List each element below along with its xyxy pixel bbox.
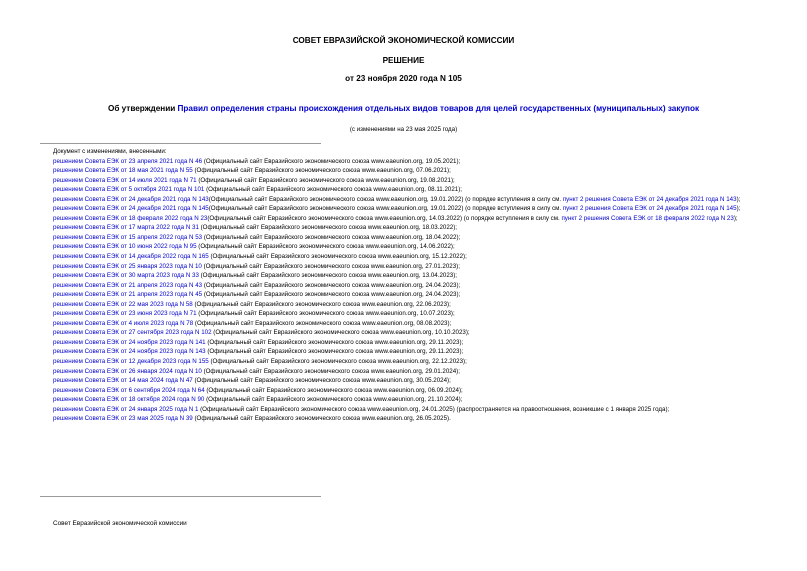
- change-entry-link[interactable]: решением Совета ЕЭК от 23 июня 2023 года N 71: [53, 310, 197, 318]
- change-entry: [40, 223, 770, 233]
- change-entry: [40, 347, 770, 357]
- change-entry: [40, 262, 770, 272]
- change-entry: [40, 214, 770, 224]
- change-entry-text: (Официальный сайт Евразийского экономического союза www.eaeunion.org, 26.05.2025).: [192, 415, 451, 423]
- change-entry-text: (Официальный сайт Евразийского экономического союза www.eaeunion.org, 29.11.2023);: [205, 348, 464, 356]
- change-entry-link[interactable]: решением Совета ЕЭК от 18 октября 2024 года N 90: [53, 396, 205, 404]
- change-entry-text: (Официальный сайт Евразийского экономического союза www.eaeunion.org, 29.11.2023);: [205, 338, 464, 346]
- change-entry-link[interactable]: решением Совета ЕЭК от 10 июня 2022 года N 95: [53, 243, 197, 251]
- change-entry-link[interactable]: решением Совета ЕЭК от 5 октября 2021 года N 101: [53, 186, 205, 194]
- change-entry-link[interactable]: решением Совета ЕЭК от 4 июля 2023 года N 78: [53, 319, 194, 327]
- change-entry-text: (Официальный сайт Евразийского экономического союза www.eaeunion.org, 22.06.2023);: [192, 300, 451, 308]
- change-entry: [40, 157, 770, 167]
- change-entry-text: (Официальный сайт Евразийского экономического союза www.eaeunion.org, 29.01.2024);: [201, 367, 460, 375]
- change-entry-text: (Официальный сайт Евразийского экономического союза www.eaeunion.org, 07.06.2021);: [192, 167, 451, 175]
- change-entry-effect-link[interactable]: пункт 2 решения Совета ЕЭК от 18 февраля 2022 года N 23: [561, 214, 734, 222]
- change-entry-text: (Официальный сайт Евразийского экономического союза www.eaeunion.org, 18.03.2022);: [198, 224, 458, 232]
- change-entry-text: (Официальный сайт Евразийского экономического союза www.eaeunion.org, 19.01.2022) (о порядке вступления в силу см.: [208, 195, 563, 203]
- change-entry-link[interactable]: решением Совета ЕЭК от 14 декабря 2022 года N 165: [53, 253, 209, 261]
- change-entry-link[interactable]: решением Совета ЕЭК от 18 февраля 2022 года N 23: [53, 214, 208, 222]
- document-title-prefix: Об утверждении: [107, 104, 178, 113]
- change-entry: [40, 204, 770, 214]
- change-entry-text: (Официальный сайт Евразийского экономического союза www.eaeunion.org, 30.05.2024);: [192, 377, 451, 385]
- change-entry-text-end: );: [733, 214, 738, 222]
- change-entry-link[interactable]: решением Совета ЕЭК от 25 января 2023 года N 10: [53, 262, 202, 270]
- change-entry-text: (Официальный сайт Евразийского экономического союза www.eaeunion.org, 06.09.2024);: [204, 386, 463, 394]
- change-entry: [40, 338, 770, 348]
- change-entry: [40, 376, 770, 386]
- change-entry-text: (Официальный сайт Евразийского экономического союза www.eaeunion.org, 13.04.2023);: [198, 272, 458, 280]
- change-entry: [40, 176, 770, 186]
- change-entry-text: (Официальный сайт Евразийского экономического союза www.eaeunion.org, 10.10.2023);: [211, 329, 470, 337]
- change-entry-link[interactable]: решением Совета ЕЭК от 15 апреля 2022 года N 53: [53, 233, 203, 241]
- change-entry: [40, 319, 770, 329]
- change-entry-text: (Официальный сайт Евразийского экономического союза www.eaeunion.org, 21.10.2024);: [204, 396, 463, 404]
- change-entry-text: (Официальный сайт Евразийского экономического союза www.eaeunion.org, 15.12.2022);: [208, 253, 467, 261]
- change-entry: [40, 281, 770, 291]
- change-entry-link[interactable]: решением Совета ЕЭК от 24 января 2025 года N 1: [53, 405, 199, 413]
- change-entry-text: (Официальный сайт Евразийского экономического союза www.eaeunion.org, 24.01.2025) (распространяется на правоотношения, возникшие с 1 января 2025 года);: [198, 405, 670, 413]
- change-entry-link[interactable]: решением Совета ЕЭК от 24 декабря 2021 года N 143: [53, 195, 209, 203]
- change-entry: [40, 309, 770, 319]
- changes-bottom-rule: [40, 496, 321, 497]
- change-entry-link[interactable]: решением Совета ЕЭК от 23 апреля 2021 года N 46: [53, 157, 203, 165]
- change-entry-text: (Официальный сайт Евразийского экономического союза www.eaeunion.org, 27.01.2023);: [201, 262, 460, 270]
- change-entry-link[interactable]: решением Совета ЕЭК от 30 марта 2023 года N 33: [53, 272, 199, 280]
- change-entry: [40, 414, 770, 424]
- change-entry-link[interactable]: решением Совета ЕЭК от 22 мая 2023 года N 58: [53, 300, 193, 308]
- change-entry: [40, 195, 770, 205]
- change-entry: [40, 242, 770, 252]
- document-type: РЕШЕНИЕ: [382, 56, 425, 65]
- change-entry-text: (Официальный сайт Евразийского экономического союза www.eaeunion.org, 24.04.2023);: [202, 281, 461, 289]
- change-entry: [40, 395, 770, 405]
- change-entry-link[interactable]: решением Совета ЕЭК от 21 апреля 2023 года N 43: [53, 281, 203, 289]
- change-entry-link[interactable]: решением Совета ЕЭК от 17 марта 2022 года N 31: [53, 224, 199, 232]
- change-entry-link[interactable]: решением Совета ЕЭК от 24 декабря 2021 года N 145: [53, 205, 209, 213]
- change-entry-text: (Официальный сайт Евразийского экономического союза www.eaeunion.org, 18.04.2022);: [202, 233, 461, 241]
- document-title-link[interactable]: Правил определения страны происхождения отдельных видов товаров для целей государственных (муниципальных) закупок: [177, 104, 700, 113]
- change-entry-text: (Официальный сайт Евразийского экономического союза www.eaeunion.org, 08.11.2021);: [204, 186, 463, 194]
- change-entry: [40, 233, 770, 243]
- change-entry: [40, 252, 770, 262]
- changes-list: [40, 147, 770, 424]
- change-entry-link[interactable]: решением Совета ЕЭК от 18 мая 2021 года N 55: [53, 167, 193, 175]
- changes-intro: Документ с изменениями, внесенными:: [53, 148, 167, 155]
- change-entry-effect-link[interactable]: пункт 2 решения Совета ЕЭК от 24 декабря 2021 года N 143: [562, 195, 737, 203]
- change-entry: [40, 300, 770, 310]
- change-entry: [40, 386, 770, 396]
- document-date-number: от 23 ноября 2020 года N 105: [345, 74, 462, 83]
- signature: Совет Евразийской экономической комиссии: [53, 520, 187, 527]
- change-entry-link[interactable]: решением Совета ЕЭК от 14 июля 2021 года N 71: [53, 176, 197, 184]
- change-entry-link[interactable]: решением Совета ЕЭК от 26 января 2024 года N 10: [53, 367, 202, 375]
- change-entry-text: (Официальный сайт Евразийского экономического союза www.eaeunion.org, 14.06.2022);: [196, 243, 455, 251]
- document-title: [0, 104, 807, 114]
- amendment-note: (с изменениями на 23 мая 2025 года): [349, 126, 458, 133]
- change-entry-link[interactable]: решением Совета ЕЭК от 24 ноября 2023 года N 141: [53, 338, 206, 346]
- change-entry-text: (Официальный сайт Евразийского экономического союза www.eaeunion.org, 24.04.2023);: [202, 291, 461, 299]
- change-entry: [40, 367, 770, 377]
- change-entry-link[interactable]: решением Совета ЕЭК от 12 декабря 2023 года N 155: [53, 358, 209, 366]
- change-entry-text: (Официальный сайт Евразийского экономического союза www.eaeunion.org, 19.08.2021);: [196, 176, 455, 184]
- change-entry-text: (Официальный сайт Евразийского экономического союза www.eaeunion.org, 19.01.2022) (о порядке вступления в силу см.: [208, 205, 563, 213]
- change-entry: [40, 405, 770, 415]
- change-entry: [40, 328, 770, 338]
- change-entry: [40, 290, 770, 300]
- change-entry-text: (Официальный сайт Евразийского экономического союза www.eaeunion.org, 08.08.2023);: [193, 319, 452, 327]
- change-entry-text: (Официальный сайт Евразийского экономического союза www.eaeunion.org, 19.05.2021);: [202, 157, 461, 165]
- change-entry-text: (Официальный сайт Евразийского экономического союза www.eaeunion.org, 22.12.2023);: [208, 358, 467, 366]
- change-entry-text-end: );: [736, 195, 741, 203]
- change-entry-link[interactable]: решением Совета ЕЭК от 21 апреля 2023 года N 45: [53, 291, 203, 299]
- change-entry-text-end: );: [736, 205, 741, 213]
- change-entry-link[interactable]: решением Совета ЕЭК от 14 мая 2024 года N 47: [53, 377, 193, 385]
- change-entry-text: (Официальный сайт Евразийского экономического союза www.eaeunion.org, 10.07.2023);: [196, 310, 455, 318]
- changes-top-rule: [40, 143, 321, 144]
- change-entry: [40, 185, 770, 195]
- change-entry-link[interactable]: решением Совета ЕЭК от 6 сентября 2024 года N 64: [53, 386, 205, 394]
- change-entry: [40, 271, 770, 281]
- change-entry-link[interactable]: решением Совета ЕЭК от 24 ноября 2023 года N 143: [53, 348, 206, 356]
- change-entry-link[interactable]: решением Совета ЕЭК от 27 сентября 2023 года N 102: [53, 329, 212, 337]
- change-entry: [40, 357, 770, 367]
- change-entry-text: (Официальный сайт Евразийского экономического союза www.eaeunion.org, 14.03.2022) (о порядке вступления в силу см.: [207, 214, 562, 222]
- issuing-organization: СОВЕТ ЕВРАЗИЙСКОЙ ЭКОНОМИЧЕСКОЙ КОМИССИИ: [292, 36, 515, 45]
- change-entry: [40, 166, 770, 176]
- change-entry-effect-link[interactable]: пункт 2 решения Совета ЕЭК от 24 декабря 2021 года N 145: [562, 205, 737, 213]
- change-entry-link[interactable]: решением Совета ЕЭК от 23 мая 2025 года N 39: [53, 415, 193, 423]
